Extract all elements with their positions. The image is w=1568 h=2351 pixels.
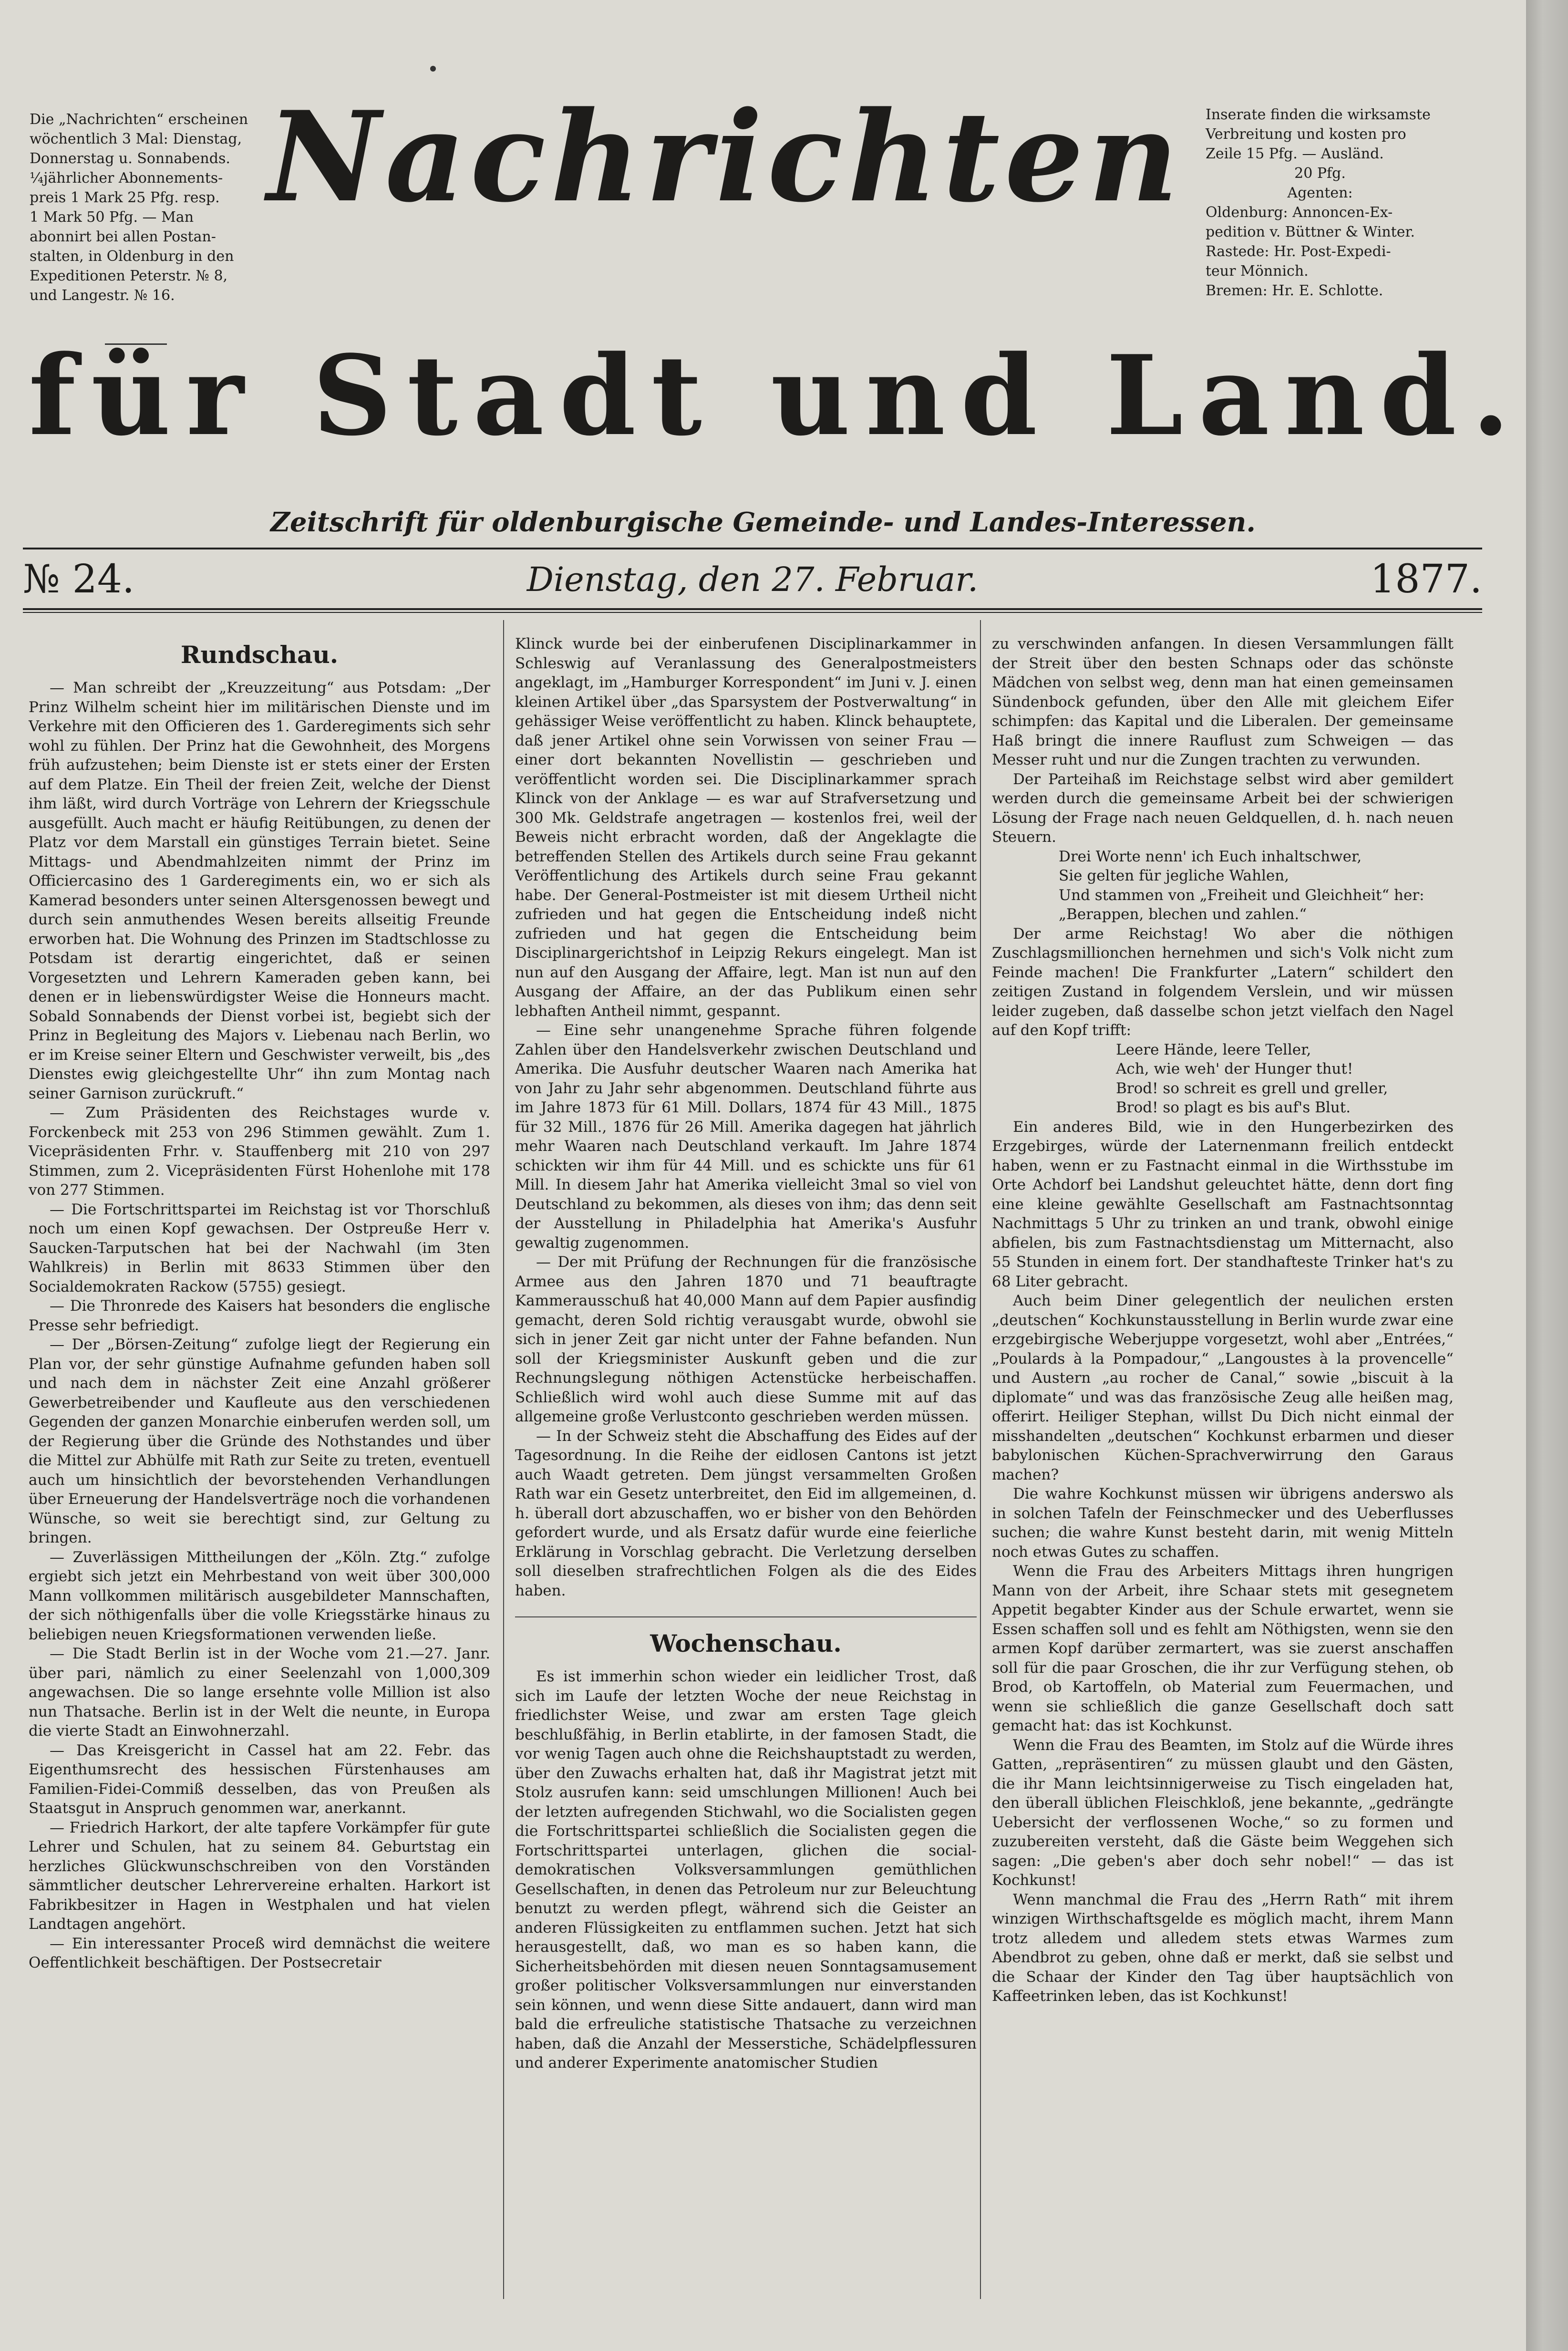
agent-line: Rastede: Hr. Post-Expedi- — [1206, 243, 1391, 260]
agent-line: teur Mönnich. — [1206, 263, 1309, 280]
article-paragraph: Ein anderes Bild, wie in den Hungerbezirken des Erzgebirges, würde der Laternenmann freilich entdeckt haben, wenn er zu Fastnacht einmal in die Wirthsstube im Orte Achdorf bei Landshut geleuchtet hätte, denn dort fing eine kleine gewählte Gesellschaft am Fastnachtsonntag Nachmittags 5 Uhr zu trinken an und trank, obwohl einige abfielen, bis zum Fastnachtsdienstag um Mitternacht, also 55 Stunden in einem fort. Der standhafteste Trinker hat's zu 68 Liter gebracht. — [992, 1118, 1454, 1290]
article-paragraph: Es ist immerhin schon wieder ein leidlicher Trost, daß sich im Laufe der letzten Woche der neue Reichstag in friedlichster Weise, und zwar am ersten Tage gleich beschlußfähig, in Berlin etablirte, in der famosen Stadt, die vor wenig Tagen auch ohne die Reichshauptstadt zu werden, über den Zuwachs erhalten hat, daß ihr Magistrat jetzt mit Stolz ausrufen kann: seid umschlungen Millionen! Auch bei der letzten aufregenden Stichwahl, wo die Socialisten gegen die Fortschrittspartei schließlich die Socialisten gegen die Fortschrittspartei unterlagen, glichen die social-demokratischen Volksversammlungen gemüthlichen Gesellschaften, in denen das Petroleum nur zur Beleuchtung benutzt zu werden pflegt, während sich die Geister an anderen Flüssigkeiten zu entflammen suchen. Jetzt hat sich herausgestellt, daß, wo man es so haben kann, die Sicherheitsbehörden mit diesen neuen Sonntagsamusement großer politischer Volksversammlungen nur einverstanden sein können, und wenn diese Sitte andauert, dann wird man bald die erfreuliche statistische Thatsache zu verzeichnen haben, daß die Anzahl der Messerstiche, Schädelpflessuren und anderer Experimente anatomischer Studien — [515, 1668, 977, 2071]
advertising-line: Zeile 15 Pfg. — Ausländ. — [1206, 145, 1384, 162]
issue-date: Dienstag, den 27. Februar. — [526, 560, 979, 599]
agent-line: Oldenburg: Annoncen-Ex- — [1206, 204, 1393, 221]
article-paragraph: Wenn manchmal die Frau des „Herrn Rath“ mit ihrem winzigen Wirthschaftsgelde es möglich macht, ihrem Mann trotz alledem und alledem stets etwas Warmes zum Abendbrot zu geben, ohne daß er merkt, daß sie selbst und die Schaar der Kinder den Tag über hauptsächlich von Kaffeetrinken leben, das ist Kochkunst! — [992, 1891, 1454, 2005]
column-divider — [503, 620, 504, 2299]
article-paragraph: — Die Fortschrittspartei im Reichstag ist vor Thorschluß noch um einen Kopf gewachsen. Der Ostpreuße Herr v. Saucken-Tarputschen hat bei der Nachwahl (im 3ten Wahlkreis) in Berlin mit 8633 Stimmen über den Socialdemokraten Rackow (5755) gesiegt. — [29, 1201, 490, 1295]
column-1 — [29, 634, 490, 1973]
article-paragraph: Auch beim Diner gelegentlich der neulichen ersten „deutschen“ Kochkunstausstellung in Berlin wurde zwar eine erzgebirgische Weberjuppe vorgesetzt, wohl aber „Entrées,“ „Poulards à la Pompadour,“ „Langoustes à la provencelle“ und Austern „au rocher de Canal,“ sowie „biscuit à la diplomate“ und was das französische Zeug alle heißen mag, offerirt. Heiliger Stephan, willst Du Dich nicht einmal der misshandelten „deutschen“ Kochkunst erbarmen und dieser babylonischen Küchen-Sprachverwirrung den Garaus machen? — [992, 1292, 1454, 1483]
advertising-line: Verbreitung und kosten pro — [1206, 126, 1406, 143]
article-paragraph: — Zum Präsidenten des Reichstages wurde v. Forckenbeck mit 253 von 296 Stimmen gewählt. Zum 1. Vicepräsidenten Frhr. v. Stauffenberg mit 210 von 297 Stimmen, zum 2. Vicepräsidenten Fürst Hohenlohe mit 178 von 277 Stimmen. — [29, 1104, 490, 1199]
section-heading-wochenschau: Wochenschau. — [650, 1629, 842, 1657]
subscription-line: wöchentlich 3 Mal: Dienstag, — [30, 131, 242, 147]
article-paragraph: — Eine sehr unangenehme Sprache führen folgende Zahlen über den Handelsverkehr zwischen Deutschland und Amerika. Die Ausfuhr deutscher Waaren nach Amerika hat von Jahr zu Jahr sehr abgenommen. Deutschland führte aus im Jahre 1873 für 61 Mill. Dollars, 1874 für 43 Mill., 1875 für 32 Mill., 1876 für 26 Mill. Amerika dagegen hat jährlich mehr Waaren nach Deutschland verkauft. Im Jahre 1874 schickten wir ihm für 44 Mill. und es schickte uns für 61 Mill. In diesem Jahr hat Amerika vielleicht 3mal so viel von Deutschland zu bekommen, als dieses von ihm; das denn seit der Ausstellung in Philadelphia hat Amerika's Ausfuhr gewaltig zugenommen. — [515, 1022, 977, 1252]
poem-line: Drei Worte nenn' ich Euch inhaltschwer, — [1059, 848, 1362, 865]
divider — [23, 608, 1482, 610]
advertising-line: Inserate finden die wirksamste — [1206, 106, 1431, 123]
poem-line: Und stammen von „Freiheit und Gleichheit“ her: — [1059, 886, 1424, 904]
issue-line — [23, 553, 1482, 606]
column-3 — [992, 634, 1454, 2006]
poem-line: Sie gelten für jegliche Wahlen, — [1059, 867, 1289, 884]
subscription-line: abonnirt bei allen Postan- — [30, 228, 216, 245]
subscription-line: 1 Mark 50 Pfg. — Man — [30, 209, 194, 226]
article-paragraph: — Der „Börsen-Zeitung“ zufolge liegt der Regierung ein Plan vor, der sehr günstige Aufnahme gefunden haben soll und nach dem in nächster Zeit eine Anzahl größerer Gewerbetreibender und Kaufleute aus den verschiedenen Gegenden der ganzen Monarchie einberufen werden soll, um der Regierung über die Gründe des Nothstandes und über die Mittel zur Abhülfe mit Rath zur Seite zu treten, eventuell auch um hinsichtlich der bevorstehenden Verhandlungen über Erneuerung der Handelsverträge noch die vorhandenen Wünsche, so weit sie berechtigt sind, zur Geltung zu bringen. — [29, 1336, 490, 1546]
poem-line: Ach, wie weh' der Hunger thut! — [1116, 1060, 1353, 1077]
advertising-line: 20 Pfg. — [1294, 165, 1346, 182]
article-paragraph: — In der Schweiz steht die Abschaffung des Eides auf der Tagesordnung. In die Reihe der eidlosen Cantons ist jetzt auch Waadt getreten. Dem jüngst versammelten Großen Rath war ein Gesetz unterbreitet, den Eid im allgemeinen, d. h. überall dort abzuschaffen, wo er bisher von den Behörden gefordert wurde, und als Ersatz dafür wurde eine feierliche Erklärung in Vorschlag gebracht. Die Verletzung derselben soll dieselben strafrechtlichen Folgen als die des Eides haben. — [515, 1427, 977, 1599]
advertising-info-box — [1206, 105, 1434, 300]
article-paragraph: — Die Stadt Berlin ist in der Woche vom 21.—27. Janr. über pari, nämlich zu einer Seelenzahl von 1,000,309 angewachsen. Die so lange ersehnte volle Million ist also nun Thatsache. Berlin ist in der Welt die neunte, in Europa die vierte Stadt an Einwohnerzahl. — [29, 1645, 490, 1740]
agent-line: Bremen: Hr. E. Schlotte. — [1206, 282, 1383, 299]
masthead-title-line2: für Stadt und Land. — [29, 331, 1526, 460]
subscription-info-box — [30, 110, 248, 305]
article-paragraph: — Ein interessanter Proceß wird demnächst die weitere Oeffentlichkeit beschäftigen. Der Postsecretair — [29, 1935, 490, 1971]
masthead-subtitle: Zeitschrift für oldenburgische Gemeinde- und Landes-Interessen. — [270, 507, 1256, 538]
agent-line: pedition v. Büttner & Winter. — [1206, 224, 1415, 240]
poem-line: Brod! so plagt es bis auf's Blut. — [1116, 1099, 1351, 1116]
issue-number: № 24. — [23, 557, 135, 602]
poem-line: Leere Hände, leere Teller, — [1116, 1041, 1311, 1058]
article-paragraph: Klinck wurde bei der einberufenen Disciplinarkammer in Schleswig auf Veranlassung des Generalpostmeisters angeklagt, im „Hamburger Korrespondent“ im Juni v. J. einen kleinen Artikel über „das Sparsystem der Postverwaltung“ in gehässiger Weise veröffentlicht zu haben. Klinck behauptete, daß jener Artikel ohne sein Vorwissen von seiner Frau — einer dort bekannten Novellistin — geschrieben und veröffentlicht worden sei. Die Disciplinarkammer sprach Klinck von der Anklage — es war auf Strafversetzung und 300 Mk. Geldstrafe angetragen — kostenlos frei, weil der Beweis nicht erbracht worden, daß der Angeklagte die betreffenden Stellen des Artikels durch seine Frau gekannt Veröffentlichung des Artikels durch seine Frau gekannt habe. Der General-Postmeister ist mit diesem Urtheil nicht zufrieden und hat gegen die Entscheidung indeß nicht zufrieden und hat gegen die Entscheidung beim Disciplinargerichtshof in Leipzig Rekurs eingelegt. Man ist nun auf den Ausgang der Affaire, legt. Man ist nun auf den Ausgang der Affaire, an der das Publikum einen sehr lebhaften Antheil nimmt, gespannt. — [515, 635, 977, 1020]
divider — [23, 548, 1482, 549]
article-paragraph: Der Parteihaß im Reichstage selbst wird aber gemildert werden durch die gemeinsame Arbeit bei der schwierigen Lösung der Frage nach neuen Geldquellen, d. h. nach neuen Steuern. — [992, 770, 1454, 846]
poem-line: Brod! so schreit es grell und greller, — [1116, 1079, 1388, 1097]
issue-year: 1877. — [1370, 557, 1482, 602]
article-paragraph: Wenn die Frau des Beamten, im Stolz auf die Würde ihres Gatten, „repräsentiren“ zu müssen glaubt und den Gästen, die ihr Mann leichtsinnigerweise zu Tisch eingeladen hat, den überall üblichen Fleischkloß, jene bekannte, „gedrängte Uebersicht der verflossenen Woche,“ so zu formen und zuzubereiten versteht, daß die Gäste beim Weggehen sich sagen: „Die geben's aber doch sehr nobel!“ — das ist Kochkunst! — [992, 1736, 1454, 1889]
article-paragraph: — Das Kreisgericht in Cassel hat am 22. Febr. das Eigenthumsrecht des hessischen Fürstenhauses am Familien-Fidei-Commiß desselben, das von Preußen als Staatsgut in Anspruch genommen war, anerkannt. — [29, 1741, 490, 1817]
subscription-line: Expeditionen Peterstr. № 8, — [30, 268, 228, 284]
divider — [23, 612, 1482, 613]
article-paragraph: Der arme Reichstag! Wo aber die nöthigen Zuschlagsmillionchen hernehmen und sich's Volk nicht zum Feinde machen! Die Frankfurter „Latern“ schildert den zeitigen Zustand in folgendem Verslein, und wir müssen leider zugeben, daß dasselbe schon jetzt vielfach den Nagel auf den Kopf trifft: — [992, 925, 1454, 1039]
subscription-line: preis 1 Mark 25 Pfg. resp. — [30, 189, 220, 206]
article-paragraph: Die wahre Kochkunst müssen wir übrigens anderswo als in solchen Tafeln der Feinschmecker und des Ueberflusses suchen; die wahre Kunst besteht darin, mit wenig Mitteln noch etwas Gutes zu schaffen. — [992, 1485, 1454, 1561]
column-2 — [515, 634, 977, 2073]
column-divider — [980, 620, 981, 2299]
section-heading-rundschau: Rundschau. — [180, 641, 339, 669]
article-paragraph: — Friedrich Harkort, der alte tapfere Vorkämpfer für gute Lehrer und Schulen, hat zu seinem 84. Geburtstag ein herzliches Glückwunschschreiben von den Vorständen sämmtlicher deutscher Lehrervereine erhalten. Harkort ist Fabrikbesitzer in Hagen in Westphalen und hat vielen Landtagen angehört. — [29, 1819, 490, 1933]
page-edge — [1526, 0, 1568, 2351]
subscription-line: Donnerstag u. Sonnabends. — [30, 150, 230, 167]
agents-heading: Agenten: — [1287, 185, 1353, 201]
article-paragraph: — Die Thronrede des Kaisers hat besonders die englische Presse sehr befriedigt. — [29, 1297, 490, 1334]
subscription-line: Die „Nachrichten“ erscheinen — [30, 111, 248, 128]
article-paragraph: — Der mit Prüfung der Rechnungen für die französische Armee aus den Jahren 1870 und 71 beauftragte Kammerausschuß hat 40,000 Mann auf dem Papier ausfindig gemacht, deren Sold richtig verausgabt wurde, obwohl sie sich in jener Zeit gar nicht unter der Fahne befanden. Nun soll der Kriegsminister Auskunft geben und die zur Rechnungslegung nöthigen Actenstücke herbeischaffen. Schließlich wird wohl auch diese Summe mit auf das allgemeine große Verlustconto geschrieben werden müssen. — [515, 1253, 977, 1425]
poem-line: „Berappen, blechen und zahlen.“ — [1059, 906, 1307, 923]
article-paragraph: zu verschwinden anfangen. In diesen Versammlungen fällt der Streit über den besten Schnaps oder das schönste Mädchen von selbst weg, denn man hat einen gemeinsamen Sündenbock gefunden, über den Alle mit gleichem Eifer schimpfen: das Kapital und die Liberalen. Der gemeinsame Haß bringt die innere Rauflust zum Schweigen — das Messer ruht und nur die Zungen trachten zu verwunden. — [992, 635, 1454, 768]
subscription-line: ¼jährlicher Abonnements- — [30, 170, 223, 186]
ink-dot — [430, 66, 436, 72]
subscription-line: und Langestr. № 16. — [30, 287, 175, 304]
subscription-line: stalten, in Oldenburg in den — [30, 248, 234, 265]
divider — [515, 1616, 977, 1617]
article-paragraph: — Man schreibt der „Kreuzzeitung“ aus Potsdam: „Der Prinz Wilhelm scheint hier im militärischen Dienste und im Verkehre mit den Officieren des 1. Garderegiments sich sehr wohl zu fühlen. Der Prinz hat die Gewohnheit, des Morgens früh aufzustehen; beim Dienste ist er stets einer der Ersten auf dem Platze. Ein Theil der freien Zeit, welche der Dienst ihm läßt, wird durch Vorträge von Lehrern der Kriegsschule ausgefüllt. Auch macht er häufig Reitübungen, zu denen der Platz vor dem Marstall ein günstiges Terrain bietet. Seine Mittags- und Abendmahlzeiten nimmt der Prinz im Officiercasino des 1 Garderegiments ein, wo er sich als Kamerad besonders unter seinen Altersgenossen bewegt und durch sein anmuthendes Wesen bereits allseitig Freunde erworben hat. Die Wohnung des Prinzen im Stadtschlosse zu Potsdam ist derartig eingerichtet, daß er seinen Vorgesetzten und Lehrern Kameraden geben kann, bei denen er in liebenswürdigster Weise die Honneurs macht. Sobald Sonnabends der Dienst vorbei ist, begiebt sich der Prinz in Begleitung des Majors v. Liebenau nach Berlin, wo er im Kreise seiner Eltern und Geschwister verweilt, bis „des Dienstes ewig gleichgestellte Uhr“ ihn zum Montag nach seiner Garnison zurückruft.“ — [29, 679, 490, 1102]
article-paragraph: — Zuverlässigen Mittheilungen der „Köln. Ztg.“ zufolge ergiebt sich jetzt ein Mehrbestand von weit über 300,000 Mann vollkommen militärisch ausgebildeter Mannschaften, der sich nöthigenfalls über die volle Kriegsstärke hinaus zu beliebigen neuen Kriegsformationen verwenden ließe. — [29, 1548, 490, 1643]
masthead-title-line1: Nachrichten — [267, 84, 1184, 230]
article-paragraph: Wenn die Frau des Arbeiters Mittags ihren hungrigen Mann von der Arbeit, ihre Schaar stets mit gesegnetem Appetit begabter Kinder aus der Schule erwartet, wenn sie Essen schaffen soll und es fehlt am Nöthigsten, wenn sie den armen Kopf darüber zermartert, was sie zuerst anschaffen soll für die paar Groschen, die ihr zur Verfügung stehen, ob Brod, ob Kartoffeln, ob Material zum Feuermachen, und wenn sie schließlich die ganze Gesellschaft doch satt gemacht hat: das ist Kochkunst. — [992, 1563, 1454, 1734]
